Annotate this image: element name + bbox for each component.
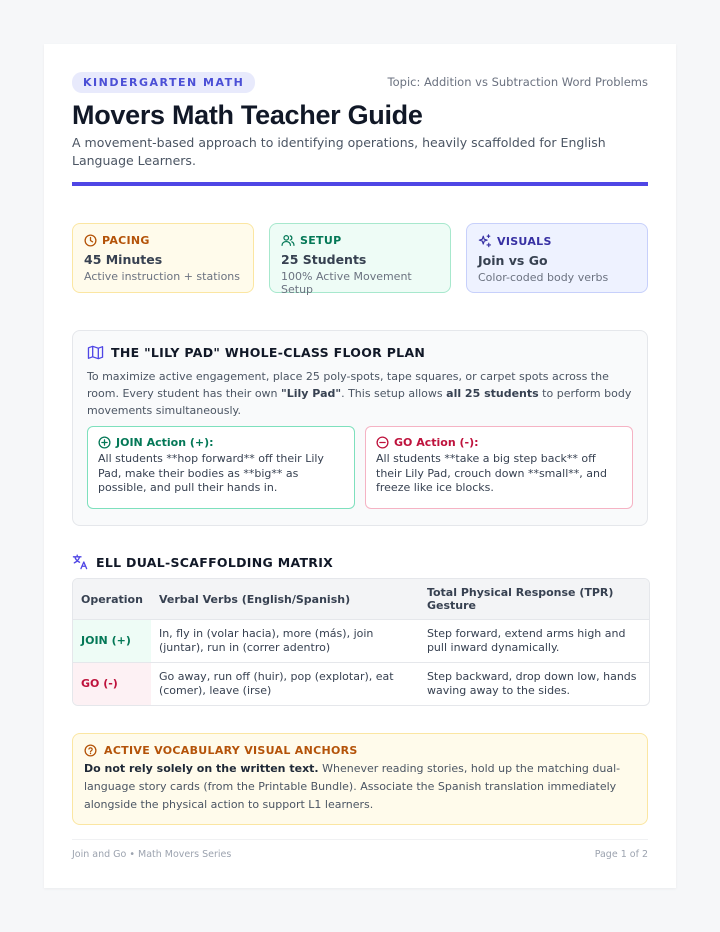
- setup-label: SETUP: [300, 234, 342, 247]
- page-content: [72, 72, 648, 825]
- page-number: Page 1 of 2: [594, 849, 648, 860]
- operation-cell: GO (-): [73, 663, 151, 705]
- topic-label: Topic: Addition vs Subtraction Word Problems: [387, 75, 648, 89]
- floor-plan-title: THE "LILY PAD" WHOLE-CLASS FLOOR PLAN: [111, 345, 426, 360]
- table-row: [73, 620, 649, 663]
- setup-value: 25 Students: [281, 252, 367, 267]
- visuals-note: Color-coded body verbs: [478, 271, 609, 284]
- accent-divider: [72, 182, 648, 186]
- join-action-text: All students **hop forward** off their Lily Pad, make their bodies as **big** as possible, and pull their hands in.: [98, 452, 324, 494]
- header-top-row: [72, 72, 648, 92]
- visuals-value: Join vs Go: [478, 253, 548, 268]
- join-action-title: JOIN Action (+):: [116, 436, 214, 449]
- go-action-box: [365, 426, 633, 509]
- setup-card: [269, 223, 451, 296]
- translate-icon: [72, 554, 89, 570]
- ell-matrix-title: ELL DUAL-SCAFFOLDING MATRIX: [96, 554, 334, 570]
- users-icon: [281, 234, 295, 247]
- go-action-text: All students **take a big step back** off their Lily Pad, crouch down **small**, and freeze like ice blocks.: [376, 452, 607, 494]
- clock-icon: [84, 234, 97, 247]
- floor-plan-description: To maximize active engagement, place 25 poly-spots, tape squares, or carpet spots across the room. Every student has their own "Lily Pad". This setup allows all 25 students to perform body movements simultaneously.: [87, 370, 632, 417]
- vocab-text: Do not rely solely on the written text. Whenever reading stories, hold up the matching dual-language story cards (from the Printable Bundle). Associate the Spanish translation immediately alongside the physical action to support L1 learners.: [84, 762, 621, 811]
- go-action-title: GO Action (-):: [394, 436, 479, 449]
- gesture-cell: Step forward, extend arms high and pull inward dynamically.: [419, 620, 649, 663]
- guide-page: [44, 44, 676, 888]
- operation-cell: JOIN (+): [73, 620, 151, 663]
- map-icon: [87, 345, 104, 360]
- column-header: Operation: [73, 579, 151, 620]
- floor-plan-section: [72, 330, 648, 526]
- verbs-cell: Go away, run off (huir), pop (explotar), eat (comer), leave (irse): [158, 669, 394, 697]
- table-row: [73, 663, 649, 705]
- pacing-value: 45 Minutes: [84, 252, 163, 267]
- join-action-box: [87, 426, 355, 509]
- help-circle-icon: [84, 744, 97, 757]
- column-header: Total Physical Response (TPR) Gesture: [419, 579, 649, 620]
- grade-badge: KINDERGARTEN MATH: [72, 72, 255, 93]
- footer-series: Join and Go • Math Movers Series: [72, 849, 232, 860]
- ell-matrix-heading: [72, 554, 648, 570]
- pacing-note: Active instruction + stations: [84, 270, 241, 283]
- ell-matrix-table: [72, 578, 650, 706]
- visuals-card: [466, 223, 648, 293]
- minus-circle-icon: [376, 436, 389, 449]
- vocab-anchors-section: [72, 733, 648, 825]
- table-header-row: [73, 579, 649, 620]
- summary-cards: [72, 223, 648, 296]
- plus-circle-icon: [98, 436, 111, 449]
- pacing-card: [72, 223, 254, 293]
- setup-note: 100% Active Movement Setup: [281, 270, 412, 296]
- pacing-label: PACING: [102, 234, 150, 247]
- visuals-label: VISUALS: [497, 234, 552, 248]
- verbs-cell: In, fly in (volar hacia), more (más), join (juntar), run in (correr adentro): [151, 620, 419, 663]
- page-subtitle: A movement-based approach to identifying operations, heavily scaffolded for English Language Learners.: [72, 135, 606, 168]
- column-header: Verbal Verbs (English/Spanish): [151, 579, 419, 620]
- page-title: Movers Math Teacher Guide: [72, 100, 423, 130]
- action-boxes: [87, 426, 633, 509]
- page-footer: [72, 839, 648, 860]
- gesture-cell: Step backward, drop down low, hands waving away to the sides.: [426, 669, 637, 697]
- vocab-title: ACTIVE VOCABULARY VISUAL ANCHORS: [104, 744, 358, 757]
- sparkles-icon: [478, 234, 492, 248]
